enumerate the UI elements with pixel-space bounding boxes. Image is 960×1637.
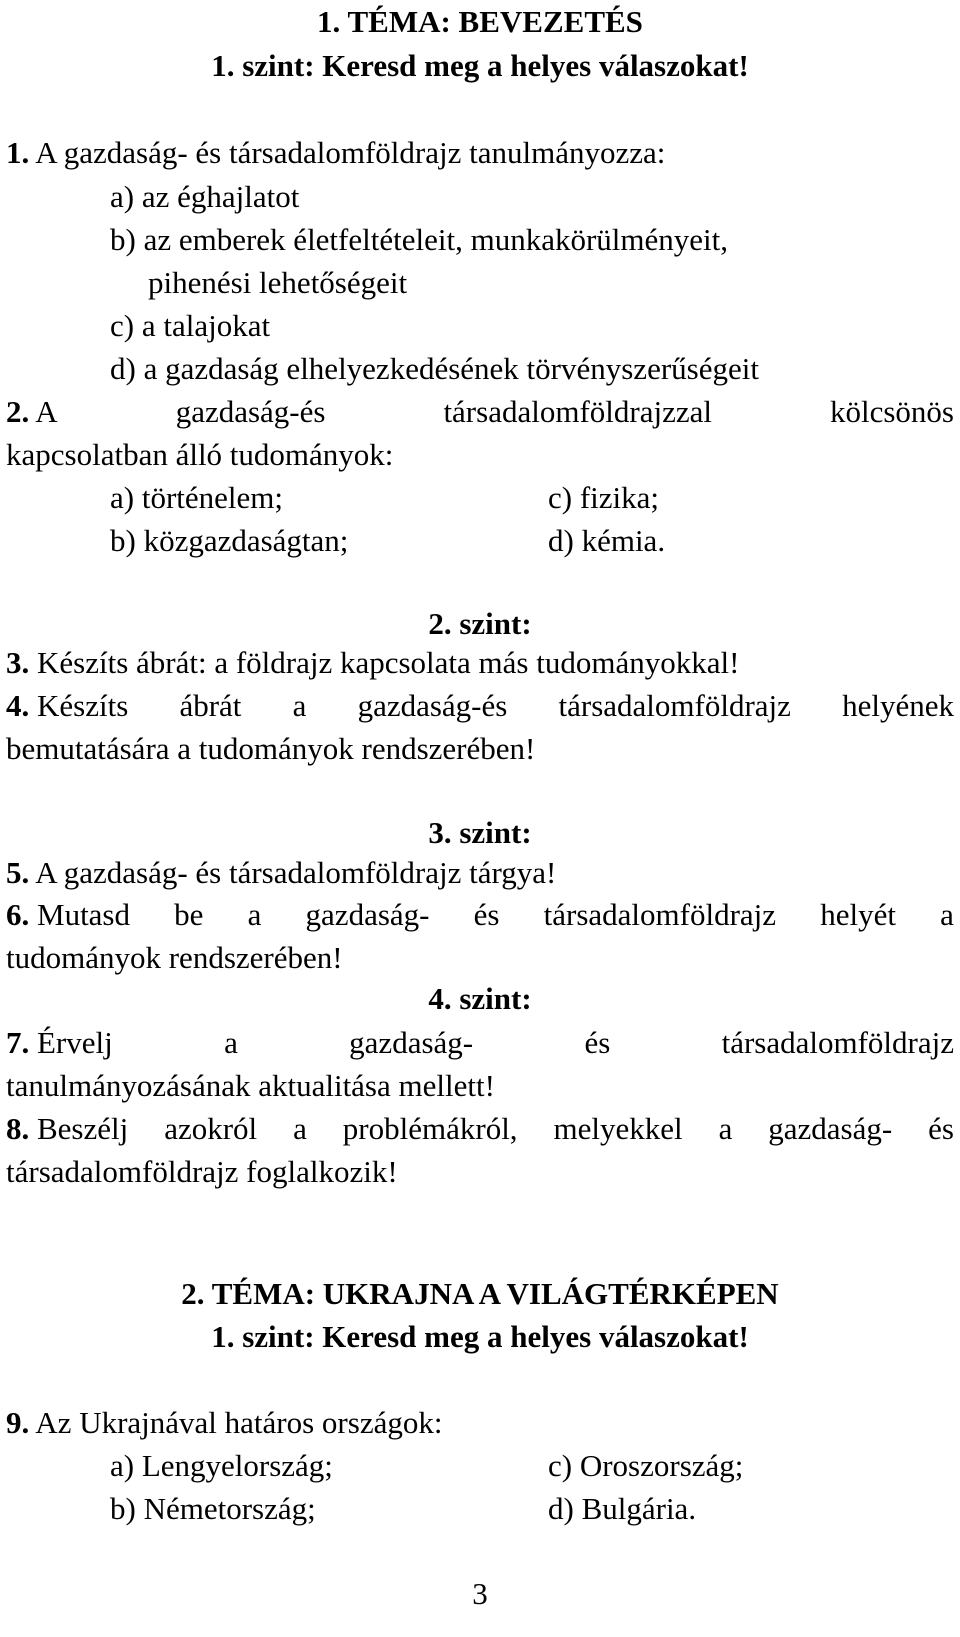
question-1-text: A gazdaság- és társadalomföldrajz tanulmányozza: bbox=[35, 135, 666, 170]
level-3-heading: 3. szint: bbox=[428, 815, 532, 850]
question-3-text: Készíts ábrát: a földrajz kapcsolata más tudományokkal! bbox=[37, 645, 740, 680]
level-4-heading: 4. szint: bbox=[428, 981, 532, 1016]
question-5 bbox=[6, 851, 954, 895]
question-9-option-d: d) Bulgária. bbox=[548, 1491, 697, 1526]
question-8-number: 8. bbox=[6, 1111, 30, 1146]
question-9 bbox=[6, 1401, 954, 1445]
topic-2-level-1-heading: 1. szint: Keresd meg a helyes válaszokat! bbox=[211, 1319, 749, 1354]
question-9-text: Az Ukrajnával határos országok: bbox=[35, 1405, 443, 1440]
question-1-option-b-line-2: pihenési lehetőségeit bbox=[148, 265, 408, 300]
page-number: 3 bbox=[472, 1576, 488, 1611]
question-1-option-a: a) az éghajlatot bbox=[110, 179, 300, 214]
question-6-line-2: tudományok rendszerében! bbox=[6, 940, 343, 975]
question-9-number: 9. bbox=[6, 1405, 30, 1440]
question-1 bbox=[6, 131, 954, 175]
topic-1-title: 1. TÉMA: BEVEZETÉS bbox=[317, 4, 643, 39]
question-2-line-2: kapcsolatban álló tudományok: bbox=[6, 437, 394, 472]
question-2-option-d: d) kémia. bbox=[548, 523, 666, 558]
question-2-line-1: 2. A gazdaság-és társadalomföldrajzzal kölcsönös bbox=[6, 394, 954, 429]
question-4-number: 4. bbox=[6, 688, 30, 723]
topic-1-level-1-heading: 1. szint: Keresd meg a helyes válaszokat! bbox=[211, 48, 749, 83]
question-6-line-1: 6. Mutasd be a gazdaság- és társadalomföldrajz helyét a bbox=[6, 897, 954, 932]
topic-2-title: 2. TÉMA: UKRAJNA A VILÁGTÉRKÉPEN bbox=[181, 1276, 779, 1311]
level-2-heading: 2. szint: bbox=[428, 606, 532, 641]
question-2-option-b: b) közgazdaságtan; bbox=[110, 523, 349, 558]
question-9-option-c: c) Oroszország; bbox=[548, 1448, 744, 1483]
question-8-line-1: 8. Beszélj azokról a problémákról, melyekkel a gazdaság- és bbox=[6, 1111, 954, 1146]
question-9-option-b: b) Németország; bbox=[110, 1491, 316, 1526]
question-6-number: 6. bbox=[6, 897, 30, 932]
question-8-line-2: társadalomföldrajz foglalkozik! bbox=[6, 1154, 398, 1189]
question-3 bbox=[6, 641, 954, 685]
question-7-line-2: tanulmányozásának aktualitása mellett! bbox=[6, 1068, 495, 1103]
question-3-number: 3. bbox=[6, 645, 30, 680]
question-5-text: A gazdaság- és társadalomföldrajz tárgya! bbox=[35, 855, 557, 890]
question-7-line-1: 7. Érvelj a gazdaság- és társadalomföldrajz bbox=[6, 1025, 954, 1060]
question-2-number: 2. bbox=[6, 394, 30, 429]
question-1-option-d: d) a gazdaság elhelyezkedésének törvényszerűségeit bbox=[110, 351, 759, 386]
question-2-option-c: c) fizika; bbox=[548, 480, 660, 515]
question-4-line-1: 4. Készíts ábrát a gazdaság-és társadalomföldrajz helyének bbox=[6, 688, 954, 723]
question-5-number: 5. bbox=[6, 855, 30, 890]
question-1-number: 1. bbox=[6, 135, 30, 170]
question-9-option-a: a) Lengyelország; bbox=[110, 1448, 333, 1483]
question-2-option-a: a) történelem; bbox=[110, 480, 283, 515]
question-1-option-b-line-1: b) az emberek életfeltételeit, munkakörülményeit, bbox=[110, 222, 729, 257]
question-7-number: 7. bbox=[6, 1025, 30, 1060]
question-4-line-2: bemutatására a tudományok rendszerében! bbox=[6, 731, 536, 766]
question-1-option-c: c) a talajokat bbox=[110, 308, 271, 343]
